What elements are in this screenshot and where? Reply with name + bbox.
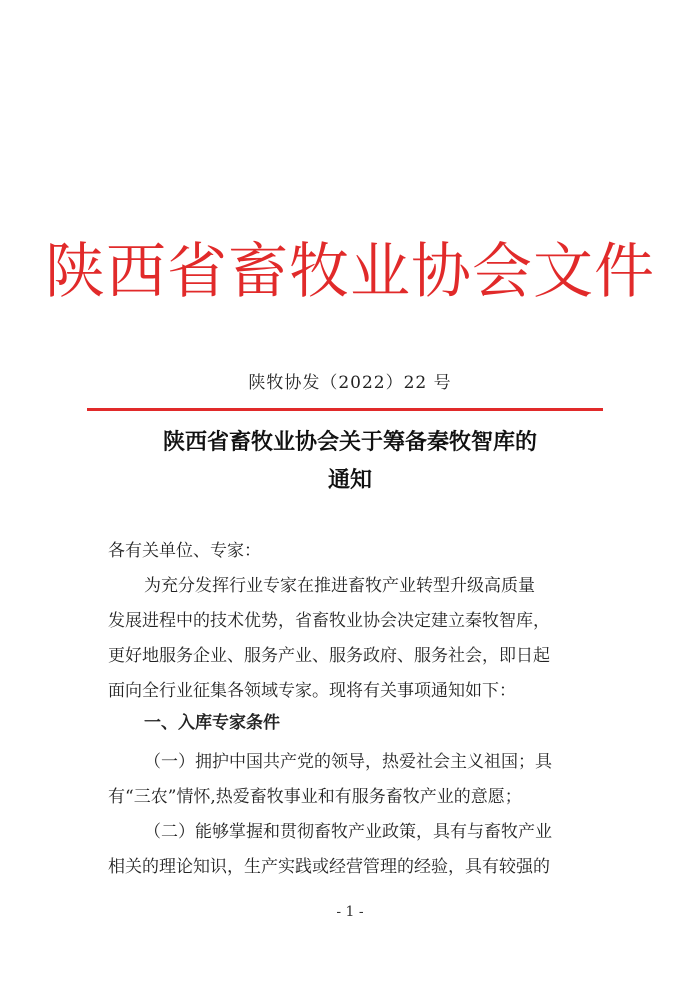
section-heading-1: 一、入库专家条件 [144, 713, 280, 733]
document-title [60, 424, 640, 500]
document-number: 陕牧协发（2022）22 号 [248, 373, 452, 393]
intro-line-2: 发展进程中的技术优势，省畜牧业协会决定建立秦牧智库， [108, 611, 550, 631]
page-number: - 1 - [336, 904, 364, 920]
red-divider-line [87, 408, 603, 411]
intro-line-4: 面向全行业征集各领域专家。现将有关事项通知如下： [108, 681, 516, 701]
item-2-line-2: 相关的理论知识，生产实践或经营管理的经验，具有较强的 [108, 857, 550, 877]
item-1-line-2: 有“三农”情怀,热爱畜牧事业和有服务畜牧产业的意愿； [108, 787, 522, 807]
document-title-line-1: 陕西省畜牧业协会关于筹备秦牧智库的 [162, 430, 537, 455]
intro-line-1: 为充分发挥行业专家在推进畜牧产业转型升级高质量 [144, 576, 535, 596]
document-title-line-2: 通知 [327, 468, 372, 493]
intro-line-3: 更好地服务企业、服务产业、服务政府、服务社会，即日起 [108, 646, 550, 666]
item-2-line-1: （二）能够掌握和贯彻畜牧产业政策，具有与畜牧产业 [144, 822, 552, 842]
item-1-line-1: （一）拥护中国共产党的领导，热爱社会主义祖国；具 [144, 752, 552, 772]
issuing-authority-header: 陕西省畜牧业协会文件 [45, 237, 655, 307]
salutation: 各有关单位、专家： [108, 541, 261, 561]
